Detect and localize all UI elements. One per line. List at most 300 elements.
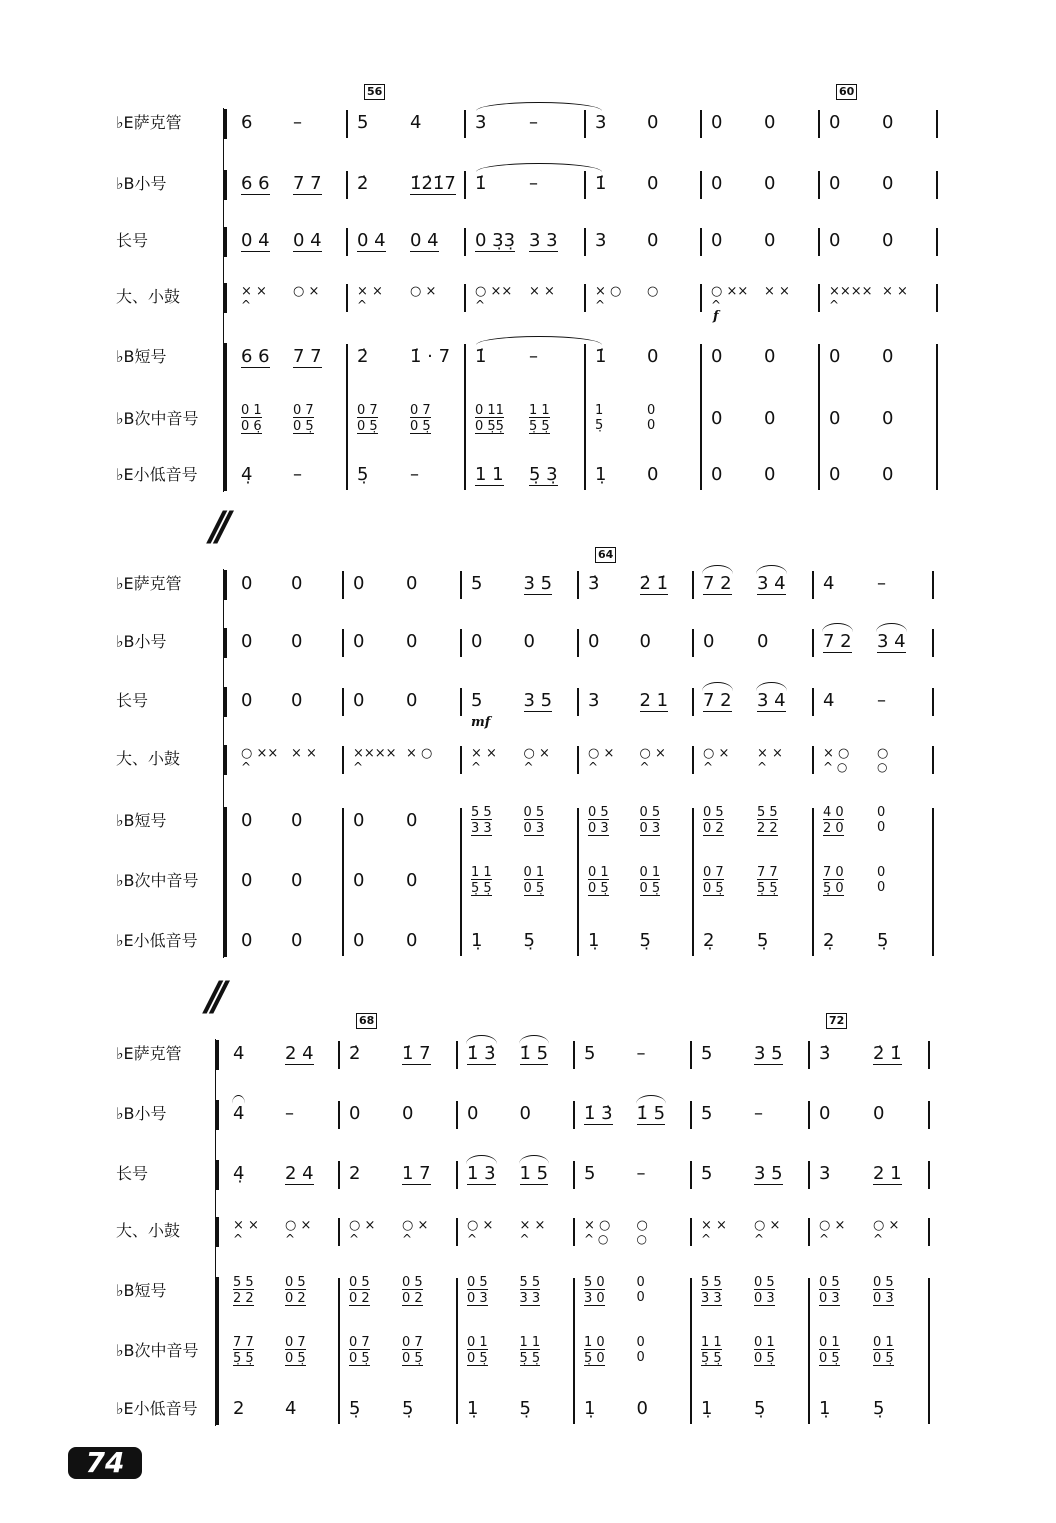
note: 4̣	[233, 1163, 245, 1184]
barline	[936, 228, 938, 256]
drum-beat: × ×	[471, 746, 497, 761]
barline	[808, 1101, 810, 1129]
group-bracket	[224, 807, 227, 957]
chord-top: 0 1	[588, 865, 609, 880]
note: 5	[471, 690, 483, 711]
chord-top: 4 0	[823, 805, 844, 820]
barline	[464, 344, 466, 490]
drum-beat: × ○	[584, 1218, 611, 1233]
chord-bot: 0 3	[639, 821, 661, 836]
barline	[818, 110, 820, 138]
barline	[692, 808, 694, 956]
chord	[819, 1276, 840, 1308]
note-group: 1 3	[467, 1163, 496, 1184]
accent-mark: ^	[819, 1232, 830, 1246]
note: –	[877, 690, 886, 711]
barline	[460, 571, 462, 599]
chord-bot: 0 2	[349, 1291, 370, 1306]
note: 0	[353, 810, 365, 831]
accent-mark: ^	[523, 760, 534, 774]
note: 0	[711, 173, 723, 194]
note: 4	[285, 1398, 297, 1419]
rehearsal-mark: 64	[595, 547, 616, 563]
chord-bot: 0	[877, 820, 886, 835]
chord	[349, 1336, 370, 1368]
chord	[877, 866, 885, 896]
chord-bot: 0	[877, 880, 886, 895]
note: 0	[764, 464, 776, 485]
chord	[873, 1336, 894, 1368]
chord-bot: 5̣ 5̣	[701, 1351, 722, 1366]
note: 5	[701, 1163, 713, 1184]
note-group: 0 3̣3̣	[475, 230, 516, 251]
note-group: 1 1	[475, 464, 504, 485]
barline	[928, 1161, 930, 1189]
chord	[754, 1336, 775, 1368]
chord-top: 0 7	[703, 865, 724, 880]
instrument-label: 大、小鼓	[116, 749, 181, 768]
accent-mark: ^	[285, 1232, 296, 1246]
chord-top: 0 1	[241, 403, 262, 418]
slur	[636, 1095, 667, 1104]
note: 0	[349, 1103, 361, 1124]
chord	[757, 866, 778, 898]
chord-top: 0	[647, 403, 656, 418]
chord-bot: 2 0	[823, 821, 844, 836]
chord	[402, 1276, 423, 1308]
barline	[812, 571, 814, 599]
chord-bot: 0 5̣	[467, 1351, 488, 1366]
note: 0	[829, 230, 841, 251]
note: 5̣	[754, 1398, 766, 1419]
note: 0	[764, 173, 776, 194]
slurred-group	[520, 1044, 549, 1065]
note: 0	[829, 346, 841, 367]
note: 0	[764, 112, 776, 133]
note: 0	[829, 408, 841, 429]
barline	[464, 228, 466, 256]
chord-bot: 3 0	[584, 1291, 605, 1306]
slurred-group	[467, 1164, 496, 1185]
note: –	[529, 346, 538, 367]
accent-mark: ^	[588, 760, 599, 774]
chord-bot: 0 5̣	[819, 1351, 840, 1366]
barline	[573, 1101, 575, 1129]
chord-bot: 0 3	[523, 821, 545, 836]
drum-beat: ○ ×	[293, 284, 320, 299]
stave-bracket	[224, 227, 227, 257]
barline	[818, 344, 820, 490]
barline	[584, 228, 586, 256]
chord-bot: 0 5̣	[873, 1351, 894, 1366]
slur	[756, 565, 787, 574]
barline	[460, 688, 462, 716]
chord	[410, 404, 431, 436]
chord	[588, 806, 609, 838]
note-group: 2 1	[873, 1163, 902, 1184]
barline	[342, 746, 344, 774]
drum-beat: ○ ×	[349, 1218, 376, 1233]
note: 0	[711, 112, 723, 133]
barline	[577, 629, 579, 657]
barline	[936, 284, 938, 312]
barline	[932, 746, 934, 774]
drum-beat: ○ ×	[754, 1218, 781, 1233]
note-group: 3 5	[523, 690, 553, 711]
barline	[692, 746, 694, 774]
stave-bracket	[224, 687, 227, 717]
chord	[529, 404, 550, 436]
instrument-label: ♭B次中音号	[116, 409, 199, 428]
chord-top: 0 5	[467, 1275, 488, 1290]
barline	[932, 808, 934, 956]
slurred-group	[703, 574, 732, 595]
instrument-label: ♭B短号	[116, 811, 167, 830]
note-group: 3 3	[529, 230, 558, 251]
chord-bot: 0 5̣	[703, 881, 724, 896]
note: 2	[233, 1398, 245, 1419]
chord-bot: 0	[636, 1290, 645, 1305]
drum-beat: ○ ×	[819, 1218, 846, 1233]
barline	[936, 171, 938, 199]
chord-top: 5 5	[519, 1275, 541, 1290]
chord-top: 7 0	[823, 865, 844, 880]
page-number: 74	[68, 1447, 142, 1479]
chord-top: 0 5	[754, 1275, 775, 1290]
note: 3̇	[819, 1043, 831, 1064]
chord-bot: 0 3	[819, 1291, 840, 1306]
slurred-group	[703, 691, 732, 712]
note: –	[285, 1103, 294, 1124]
accent-mark: ^	[873, 1232, 884, 1246]
group-bracket	[224, 343, 227, 491]
instrument-label: ♭B次中音号	[116, 871, 199, 890]
drum-beat: ○ ×	[410, 284, 437, 299]
stave-bracket	[216, 1100, 219, 1130]
note: 0	[402, 1103, 414, 1124]
chord-top: 0 5	[523, 805, 545, 820]
chord-bot: 5̣	[595, 418, 604, 433]
chord-bot: 5̣ 5̣	[757, 881, 778, 896]
chord-bot: 0 5̣	[410, 419, 431, 434]
drum-beat: × ×	[701, 1218, 727, 1233]
note-group: 0 4	[410, 230, 439, 251]
chord-bot: 5̣ 5̣	[519, 1351, 541, 1366]
note: 0	[353, 690, 365, 711]
note-group: 0 4	[293, 230, 322, 251]
note: –	[293, 464, 302, 485]
accent-mark: ^	[357, 298, 368, 312]
note: 0	[471, 631, 483, 652]
instrument-label: ♭B小号	[116, 1104, 167, 1123]
barline	[690, 1218, 692, 1246]
note: 3	[819, 1163, 831, 1184]
slur	[519, 1035, 550, 1044]
note: 0	[241, 631, 253, 652]
slurred-group	[637, 1104, 666, 1125]
barline	[928, 1101, 930, 1129]
note: 0	[406, 690, 418, 711]
note: 0	[291, 690, 303, 711]
tie	[476, 163, 602, 172]
chord	[293, 404, 314, 436]
chord	[471, 806, 492, 838]
barline	[812, 746, 814, 774]
drum-beat: ○ ××	[241, 746, 279, 761]
chord-bot: 0 5̣	[754, 1351, 775, 1366]
note: 0	[519, 1103, 531, 1124]
note: 0	[353, 930, 365, 951]
chord	[520, 1276, 541, 1308]
note: 0	[882, 346, 894, 367]
note: 0	[291, 573, 303, 594]
note: 5	[471, 573, 483, 594]
barline	[690, 1278, 692, 1424]
barline	[338, 1101, 340, 1129]
note-group: 7 7	[293, 346, 322, 367]
barline	[342, 629, 344, 657]
slur	[519, 1155, 550, 1164]
barline	[456, 1041, 458, 1069]
barline	[573, 1278, 575, 1424]
note: 3	[595, 112, 607, 133]
chord	[584, 1336, 605, 1368]
barline	[700, 171, 702, 199]
note: 0	[647, 464, 659, 485]
barline	[818, 284, 820, 312]
barline	[464, 110, 466, 138]
barline	[584, 284, 586, 312]
chord	[520, 1336, 541, 1368]
note: 0	[703, 631, 715, 652]
accent-mark: ○	[877, 760, 888, 774]
chord-top: 0 11	[475, 403, 504, 418]
note: 2	[349, 1163, 361, 1184]
note: 3	[595, 230, 607, 251]
note: 0	[636, 1398, 648, 1419]
rehearsal-mark: 72	[826, 1013, 847, 1029]
stave-bracket	[216, 1040, 219, 1070]
accent-mark: ^	[471, 760, 482, 774]
barline	[818, 228, 820, 256]
barline	[928, 1218, 930, 1246]
drum-beat: × ×	[757, 746, 783, 761]
note: 5	[584, 1163, 596, 1184]
chord	[285, 1276, 306, 1308]
chord	[285, 1336, 306, 1368]
chord-top: 0 5	[588, 805, 609, 820]
slur	[466, 1035, 497, 1044]
note: 5̣	[877, 930, 889, 951]
note-group: 2̇ 1̇	[639, 573, 669, 594]
instrument-label: 长号	[116, 231, 149, 250]
stave-bracket	[216, 1160, 219, 1190]
chord-bot: 0 5̣5̣	[475, 419, 504, 434]
note: 0	[241, 573, 253, 594]
note: 0	[711, 408, 723, 429]
note: 0	[711, 464, 723, 485]
barline	[692, 688, 694, 716]
drum-beat: ××××	[353, 746, 397, 761]
note-group: 3 4	[877, 631, 906, 652]
note: 0	[647, 112, 659, 133]
note: –	[410, 464, 419, 485]
chord-top: 0 5	[285, 1275, 306, 1290]
chord-bot: 0 5̣	[357, 419, 378, 434]
slurred-group	[877, 632, 906, 653]
chord	[819, 1336, 840, 1368]
note-group: 3 5	[754, 1163, 783, 1184]
note-group: 2 4	[285, 1043, 314, 1064]
chord	[524, 866, 545, 898]
note: 0	[241, 810, 253, 831]
drum-beat: × ○	[595, 284, 622, 299]
note: 0	[639, 631, 651, 652]
chord-bot: 5̣ 5̣	[471, 881, 492, 896]
chord-top: 1 1	[519, 1335, 541, 1350]
note-group: 1 7	[402, 1163, 431, 1184]
barline	[690, 1101, 692, 1129]
chord-bot: 0 2	[703, 821, 724, 836]
barline	[342, 808, 344, 956]
system-break-mark: //	[206, 974, 220, 1020]
note: 1̇	[595, 173, 607, 194]
accent-mark: ^	[703, 760, 714, 774]
accent-mark: ^	[519, 1232, 530, 1246]
note: 1̇	[475, 173, 487, 194]
slurred-group	[467, 1044, 496, 1065]
note: 0	[829, 112, 841, 133]
note: 5̣	[519, 1398, 531, 1419]
note: –	[529, 173, 538, 194]
chord-top: 1 1	[701, 1335, 722, 1350]
chord-top: 0 5	[349, 1275, 370, 1290]
note: 4	[410, 112, 422, 133]
note: 0	[882, 408, 894, 429]
chord-top: 5 5	[233, 1275, 254, 1290]
note: 5̣	[757, 930, 769, 951]
chord-bot: 5̣ 0	[584, 1351, 605, 1366]
instrument-label: 长号	[116, 691, 149, 710]
accent-mark: ^	[701, 1232, 712, 1246]
barline	[700, 228, 702, 256]
note-group: 1̇ 5	[636, 1103, 666, 1124]
note-group: 7 2	[703, 690, 732, 711]
barline	[338, 1161, 340, 1189]
chord	[524, 806, 545, 838]
note-group: 5̣ 3̣	[529, 464, 558, 485]
barline	[460, 808, 462, 956]
note: 0	[647, 173, 659, 194]
drum-beat: ○ ×	[523, 746, 550, 761]
chord-bot: 0 5̣	[588, 881, 609, 896]
note: –	[636, 1043, 646, 1064]
note: –	[293, 112, 302, 133]
chord-top: 1 1	[529, 403, 550, 418]
barline	[584, 344, 586, 490]
drum-beat: × ×	[882, 284, 908, 299]
note: 2̣	[703, 930, 715, 951]
note: 0	[757, 631, 769, 652]
chord-bot: 0 3	[467, 1291, 488, 1306]
chord-bot: 0	[647, 418, 656, 433]
barline	[936, 344, 938, 490]
chord-bot: 3 3	[471, 821, 492, 836]
instrument-label: 大、小鼓	[116, 1221, 181, 1240]
chord-bot: 0 5̣	[349, 1351, 370, 1366]
note: 0	[406, 930, 418, 951]
chord-top: 0 7	[349, 1335, 370, 1350]
barline	[690, 1041, 692, 1069]
accent-mark: ^	[241, 298, 252, 312]
chord	[357, 404, 378, 436]
accent-mark: ^	[475, 298, 486, 312]
note-group: 1̇ 3̇	[467, 1043, 496, 1064]
note: 0	[764, 230, 776, 251]
chord	[877, 806, 885, 836]
note-group: 1̇2̇1̇7	[410, 173, 456, 194]
drum-beat: ○ ×	[402, 1218, 429, 1233]
accent-mark: ^	[241, 760, 252, 774]
stave-bracket	[224, 745, 227, 775]
chord-top: 0 5	[873, 1275, 894, 1290]
note: 5̣	[873, 1398, 885, 1419]
instrument-label: 长号	[116, 1164, 149, 1183]
barline	[338, 1041, 340, 1069]
barline	[584, 171, 586, 199]
note: 2̣	[823, 930, 835, 951]
note: 1̣	[588, 930, 600, 951]
group-bracket	[216, 1277, 219, 1425]
note: 5	[584, 1043, 596, 1064]
drum-beat: ○ ×	[588, 746, 615, 761]
barline	[456, 1218, 458, 1246]
chord-top: 0 1	[754, 1335, 775, 1350]
chord-top: 0 7	[285, 1335, 306, 1350]
note: 3	[475, 112, 487, 133]
chord	[349, 1276, 370, 1308]
barline	[346, 284, 348, 312]
note-group: 3 5	[754, 1043, 783, 1064]
barline	[464, 284, 466, 312]
drum-beat: ○	[647, 284, 659, 299]
note: 5̣	[523, 930, 535, 951]
note: 4̣	[241, 464, 253, 485]
barline	[577, 808, 579, 956]
chord	[467, 1276, 488, 1308]
barline	[812, 688, 814, 716]
note: 0	[353, 573, 365, 594]
note: 0	[764, 408, 776, 429]
note: 0	[406, 631, 418, 652]
note: 0	[291, 930, 303, 951]
note: 0	[241, 690, 253, 711]
note: 1̣	[467, 1398, 479, 1419]
barline	[808, 1041, 810, 1069]
barline	[573, 1218, 575, 1246]
drum-beat: ○	[877, 746, 889, 761]
barline	[692, 571, 694, 599]
chord-top: 0 7	[293, 403, 314, 418]
drum-beat: × ×	[529, 284, 555, 299]
accent-mark: ^	[349, 1232, 360, 1246]
stave-bracket	[224, 170, 227, 200]
barline	[808, 1161, 810, 1189]
chord	[754, 1276, 775, 1308]
tie	[476, 102, 602, 111]
note: –	[636, 1163, 646, 1184]
chord-bot: 3 3	[701, 1291, 722, 1306]
